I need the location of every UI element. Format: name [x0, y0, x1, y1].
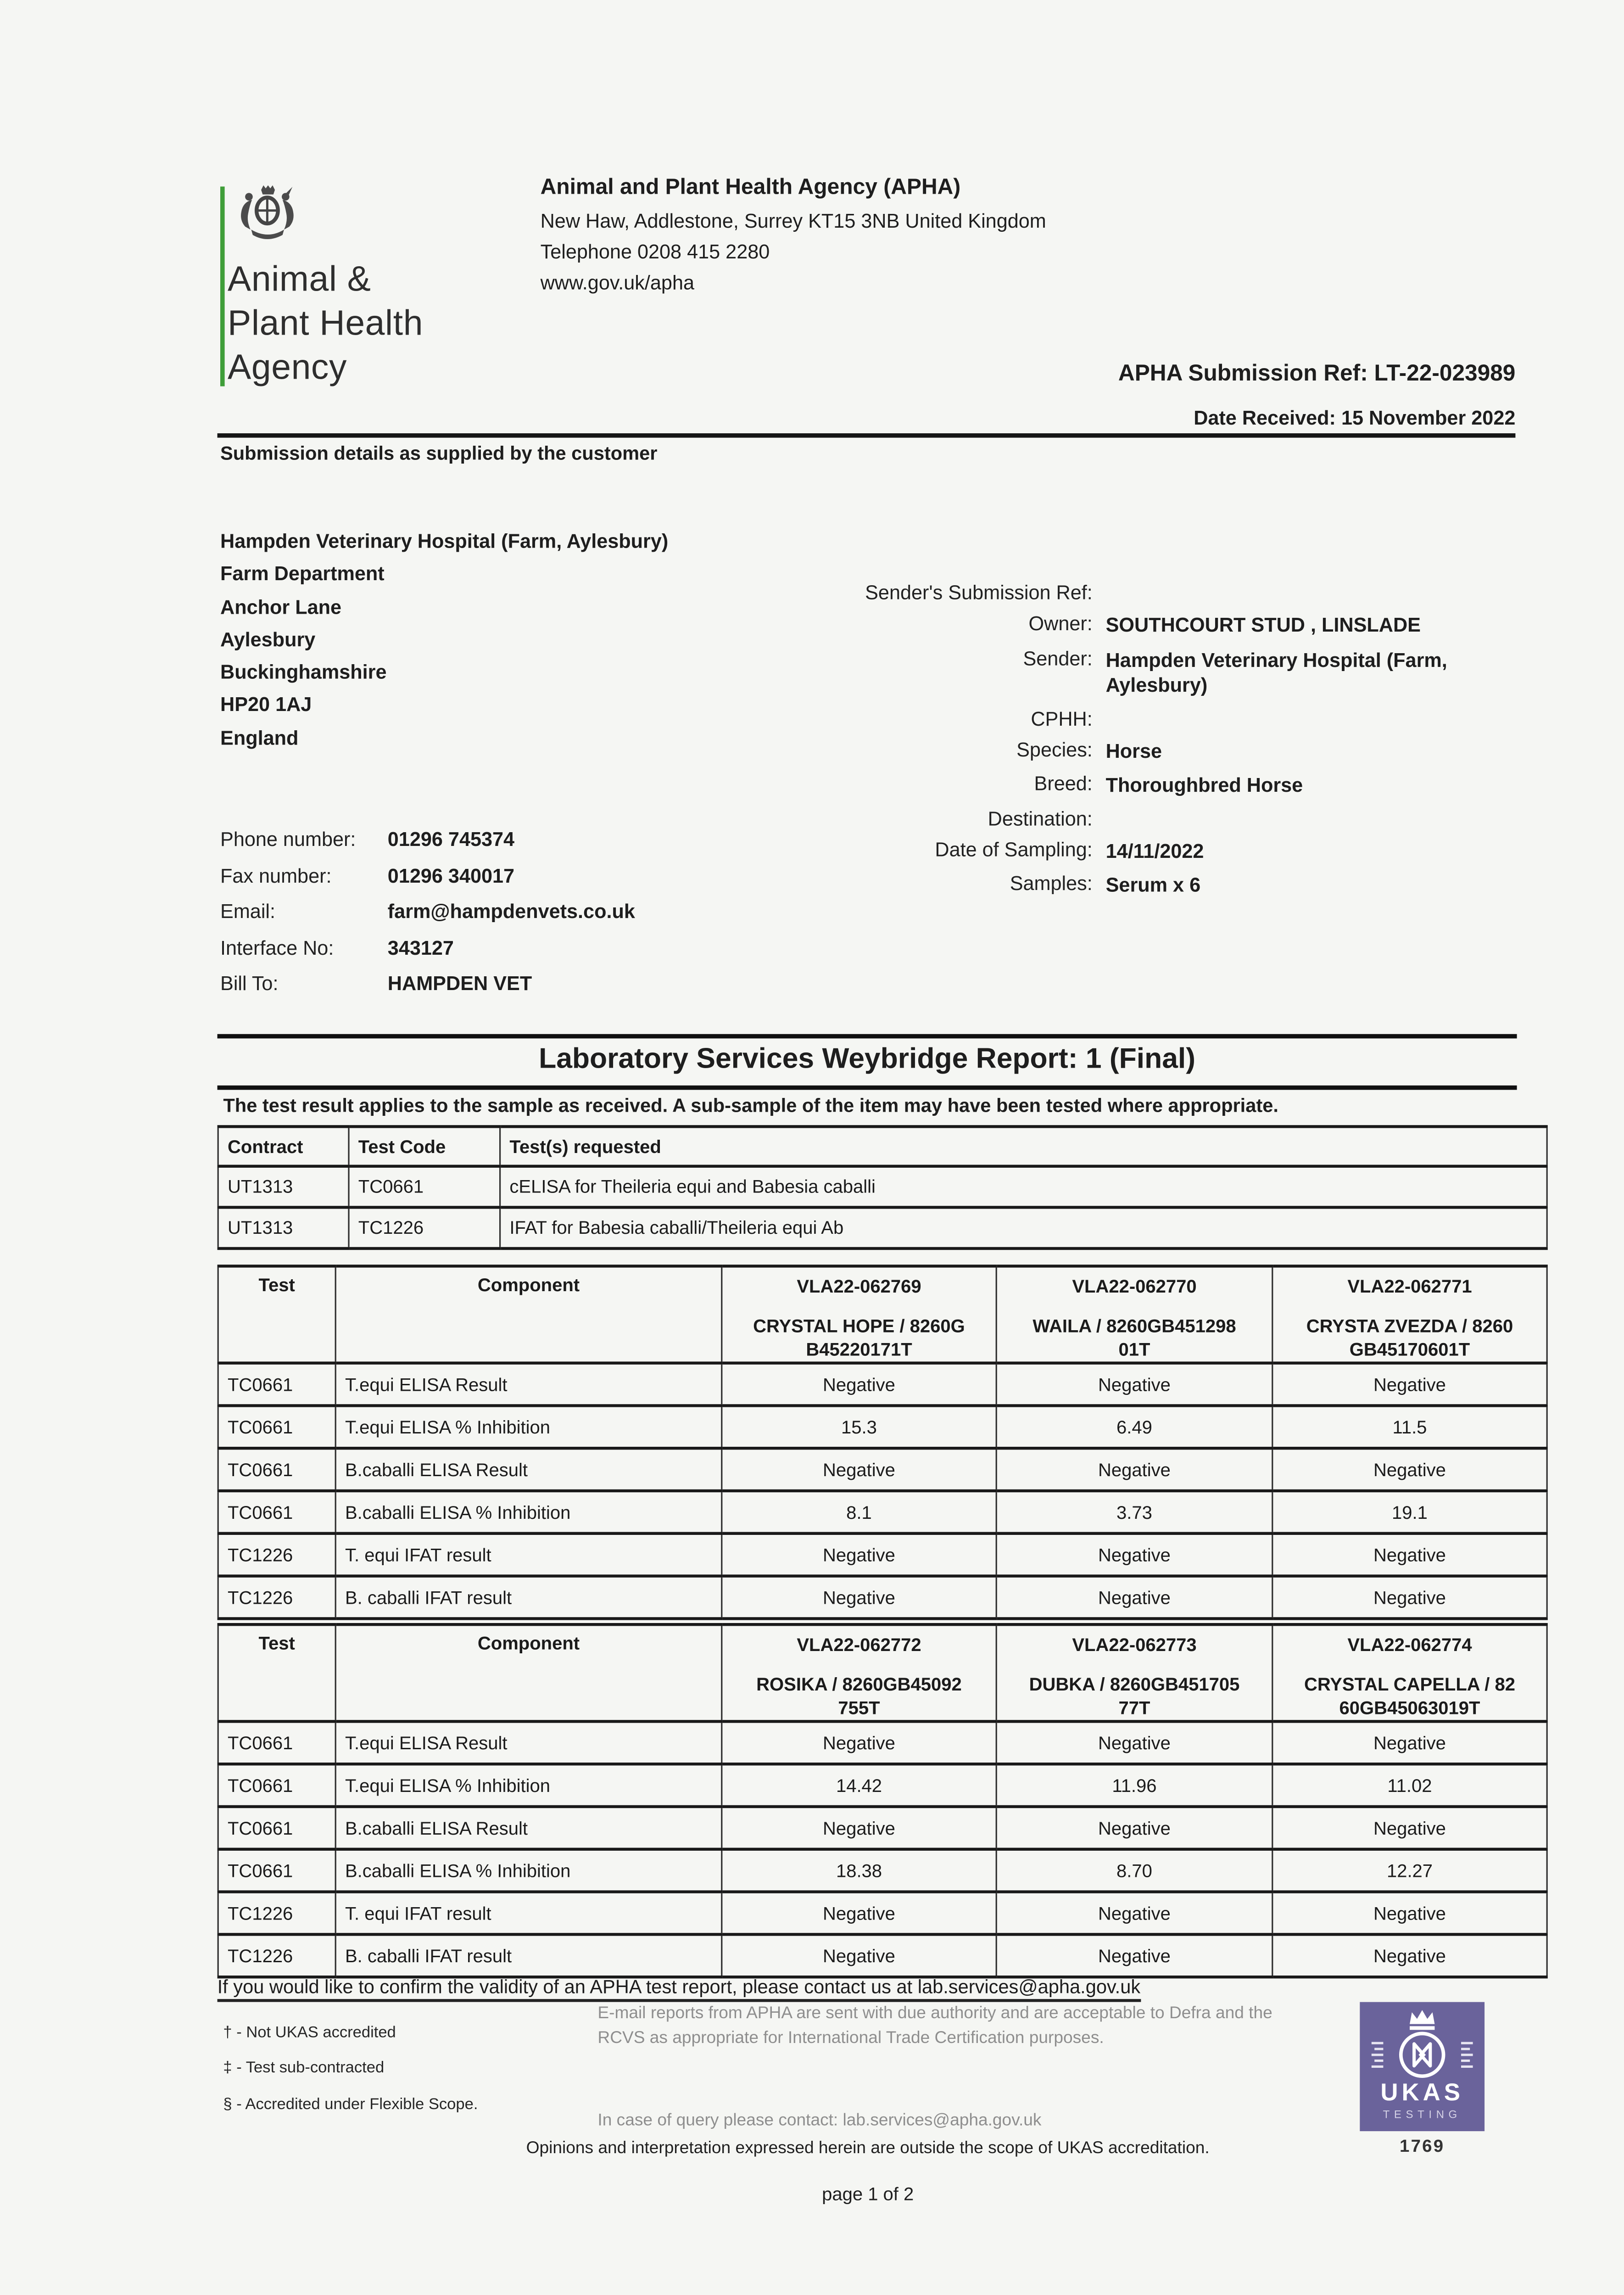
results-row — [218, 1405, 1547, 1448]
results-table-grid — [218, 1265, 1548, 1620]
contact-fields — [220, 828, 635, 1008]
contact-label: Email: — [220, 900, 276, 923]
sample-name — [731, 1316, 987, 1361]
results-row — [218, 1849, 1547, 1892]
results-cell: T. equi IFAT result — [335, 1892, 722, 1935]
sample-name-line: CRYSTA ZVEZDA / 8260 — [1306, 1316, 1513, 1337]
contract-cell: TC0661 — [349, 1166, 500, 1208]
submission-ref: APHA Submission Ref: LT-22-023989 — [1118, 361, 1516, 386]
results-cell: T.equi ELISA % Inhibition — [335, 1764, 722, 1807]
field-row — [810, 612, 1527, 638]
results-cell: B.caballi ELISA Result — [335, 1448, 722, 1491]
results-cell: Negative — [1272, 1448, 1547, 1491]
sample-name-line: WAILA / 8260GB451298 — [1032, 1316, 1236, 1337]
contract-row — [218, 1207, 1547, 1248]
results-cell: Negative — [1272, 1934, 1547, 1977]
field-label: Sender: — [1023, 647, 1093, 669]
results-cell: 8.70 — [996, 1849, 1272, 1892]
results-row — [218, 1892, 1547, 1935]
email-note: E-mail reports from APHA are sent with due authority and are acceptable to Defra and the RCVS as appropriate for International Trade Certification purposes. — [597, 2003, 1272, 2048]
sample-header-cell — [722, 1266, 996, 1363]
results-cell: TC0661 — [218, 1807, 335, 1849]
field-row — [810, 838, 1527, 864]
ukas-logo — [1360, 2002, 1484, 2132]
sample-name-line: CRYSTAL HOPE / 8260G — [753, 1316, 965, 1337]
contact-row — [220, 901, 635, 929]
field-value: SOUTHCOURT STUD , LINSLADE — [1105, 614, 1421, 636]
field-value: Hampden Veterinary Hospital (Farm, Aylesbury) — [1105, 648, 1447, 696]
contract-header-row — [218, 1126, 1547, 1166]
results-cell: TC0661 — [218, 1721, 335, 1764]
results-cell: Negative — [722, 1576, 996, 1619]
results-cell: Negative — [996, 1807, 1272, 1849]
field-row — [810, 873, 1527, 898]
results-cell: Negative — [996, 1448, 1272, 1491]
results-cell: TC0661 — [218, 1849, 335, 1892]
contact-row — [220, 828, 635, 856]
field-row — [810, 707, 1527, 729]
results-cell: 3.73 — [996, 1491, 1272, 1534]
results-row — [218, 1576, 1547, 1619]
logo-line-1: Animal & — [228, 260, 371, 300]
results-row — [218, 1363, 1547, 1406]
validity-note-text: If you would like to confirm the validity of an APHA test report, please contact us at lab.services@apha.gov.uk — [218, 1976, 1141, 2002]
results-cell: Negative — [722, 1363, 996, 1406]
results-cell: Negative — [1272, 1576, 1547, 1619]
results-row — [218, 1807, 1547, 1849]
ukas-acronym: UKAS — [1380, 2079, 1464, 2106]
address-line: Anchor Lane — [220, 595, 342, 618]
address-line: Buckinghamshire — [220, 661, 387, 683]
component-header-cell: Component — [335, 1266, 722, 1363]
address-line: England — [220, 727, 299, 749]
results-row — [218, 1764, 1547, 1807]
sample-name-line: 01T — [1118, 1338, 1150, 1360]
results-cell: Negative — [996, 1363, 1272, 1406]
sample-name-line: B45220171T — [806, 1338, 912, 1360]
field-value — [1106, 807, 1511, 829]
results-cell: TC1226 — [218, 1576, 335, 1619]
ukas-number: 1769 — [1400, 2135, 1445, 2156]
results-table-grid — [218, 1623, 1548, 1978]
results-cell: Negative — [1272, 1807, 1547, 1849]
query-note: In case of query please contact: lab.services@apha.gov.uk — [597, 2110, 1042, 2130]
results-cell: 12.27 — [1272, 1849, 1547, 1892]
field-label: Breed: — [1034, 772, 1093, 795]
field-value: Horse — [1105, 739, 1162, 762]
sample-name — [731, 1674, 987, 1720]
field-value — [1106, 707, 1511, 729]
sample-name-line: DUBKA / 8260GB451705 — [1029, 1674, 1240, 1695]
results-cell: B.caballi ELISA % Inhibition — [335, 1849, 722, 1892]
results-cell: Negative — [996, 1892, 1272, 1935]
sample-name — [1282, 1674, 1538, 1720]
results-cell: TC1226 — [218, 1934, 335, 1977]
results-cell: Negative — [996, 1534, 1272, 1576]
sample-name-line: 77T — [1118, 1697, 1150, 1718]
brand-green-bar — [220, 186, 225, 386]
logo-line-3: Agency — [228, 348, 347, 388]
results-cell: Negative — [1272, 1721, 1547, 1764]
field-value: Thoroughbred Horse — [1105, 774, 1303, 796]
results-cell: B. caballi IFAT result — [335, 1576, 722, 1619]
royal-crest-icon — [229, 184, 305, 251]
sample-header-cell — [1272, 1624, 1547, 1721]
field-row — [810, 738, 1527, 764]
field-label: Destination: — [988, 807, 1093, 829]
title-rule-top — [218, 1034, 1517, 1039]
results-cell: 19.1 — [1272, 1491, 1547, 1534]
field-row — [810, 647, 1527, 699]
sample-header-cell — [996, 1624, 1272, 1721]
results-cell: Negative — [722, 1892, 996, 1935]
contract-table-grid — [218, 1125, 1548, 1250]
validity-note — [218, 1976, 1141, 1998]
agency-address: New Haw, Addlestone, Surrey KT15 3NB United Kingdom — [540, 210, 1046, 232]
opinions-note: Opinions and interpretation expressed herein are outside the scope of UKAS accreditation. — [526, 2138, 1210, 2158]
ukas-category: TESTING — [1383, 2108, 1462, 2121]
results-cell: Negative — [722, 1807, 996, 1849]
results-cell: Negative — [722, 1448, 996, 1491]
agency-website: www.gov.uk/apha — [540, 272, 694, 294]
field-label: Sender's Submission Ref: — [865, 582, 1093, 604]
sample-id: VLA22-062772 — [797, 1634, 921, 1656]
results-cell: 11.02 — [1272, 1764, 1547, 1807]
sample-name-line: 755T — [838, 1697, 880, 1718]
results-cell: 15.3 — [722, 1405, 996, 1448]
sample-name-line: CRYSTAL CAPELLA / 82 — [1304, 1674, 1516, 1695]
footnote: ‡ - Test sub-contracted — [223, 2060, 385, 2077]
results-cell: Negative — [1272, 1534, 1547, 1576]
date-received: Date Received: 15 November 2022 — [1194, 407, 1516, 429]
sample-id: VLA22-062770 — [1072, 1276, 1197, 1297]
address-line: Farm Department — [220, 563, 385, 585]
sample-name-line: GB45170601T — [1349, 1338, 1470, 1360]
contract-table — [218, 1125, 1548, 1250]
results-cell: T.equi ELISA Result — [335, 1363, 722, 1406]
field-row — [810, 772, 1527, 798]
sample-header-cell — [722, 1624, 996, 1721]
results-cell: 8.1 — [722, 1491, 996, 1534]
results-cell: Negative — [722, 1534, 996, 1576]
results-cell: T. equi IFAT result — [335, 1534, 722, 1576]
component-header-cell: Component — [335, 1624, 722, 1721]
results-cell: Negative — [722, 1934, 996, 1977]
results-cell: T.equi ELISA % Inhibition — [335, 1405, 722, 1448]
contract-cell: IFAT for Babesia caballi/Theileria equi Ab — [500, 1207, 1547, 1248]
contract-cell: UT1313 — [218, 1207, 349, 1248]
report-title: Laboratory Services Weybridge Report: 1 (Final) — [539, 1043, 1196, 1075]
sample-name-line: 60GB45063019T — [1339, 1697, 1480, 1718]
contact-label: Fax number: — [220, 864, 332, 887]
field-label: Owner: — [1028, 612, 1093, 635]
field-value: Serum x 6 — [1105, 874, 1201, 896]
agency-telephone: Telephone 0208 415 2280 — [540, 241, 770, 263]
results-cell: TC0661 — [218, 1448, 335, 1491]
title-rule-bottom — [218, 1086, 1517, 1090]
sample-id: VLA22-062769 — [797, 1276, 921, 1297]
sample-header-cell — [1272, 1266, 1547, 1363]
contact-label: Bill To: — [220, 972, 279, 995]
contact-value: 343127 — [387, 936, 454, 958]
results-row — [218, 1721, 1547, 1764]
contact-row — [220, 936, 635, 964]
sample-id: VLA22-062771 — [1347, 1276, 1472, 1297]
results-cell: B. caballi IFAT result — [335, 1934, 722, 1977]
results-cell: TC0661 — [218, 1405, 335, 1448]
sample-id: VLA22-062773 — [1072, 1634, 1197, 1656]
results-table-1 — [218, 1265, 1548, 1620]
contract-cell: cELISA for Theileria equi and Babesia caballi — [500, 1166, 1547, 1208]
contact-label: Phone number: — [220, 828, 356, 851]
contact-value: farm@hampdenvets.co.uk — [387, 900, 635, 923]
footnote: † - Not UKAS accredited — [223, 2024, 396, 2042]
results-cell: 11.5 — [1272, 1405, 1547, 1448]
results-cell: TC1226 — [218, 1534, 335, 1576]
results-cell: B.caballi ELISA % Inhibition — [335, 1491, 722, 1534]
contact-row — [220, 972, 635, 1000]
submission-fields — [810, 582, 1527, 907]
results-cell: TC0661 — [218, 1491, 335, 1534]
field-label: CPHH: — [1031, 707, 1093, 729]
test-header-cell: Test — [218, 1624, 335, 1721]
contract-cell: UT1313 — [218, 1166, 349, 1208]
field-label: Species: — [1016, 738, 1093, 760]
footnotes — [223, 2015, 478, 2122]
sample-name — [1006, 1316, 1263, 1361]
field-row — [810, 807, 1527, 829]
contact-value: 01296 340017 — [387, 864, 515, 887]
results-cell: Negative — [996, 1934, 1272, 1977]
results-cell: B.caballi ELISA Result — [335, 1807, 722, 1849]
results-cell: 14.42 — [722, 1764, 996, 1807]
results-cell: 11.96 — [996, 1764, 1272, 1807]
results-header-row — [218, 1266, 1547, 1363]
address-line: HP20 1AJ — [220, 694, 312, 716]
results-cell: Negative — [996, 1721, 1272, 1764]
sample-name — [1282, 1316, 1538, 1361]
page-number: page 1 of 2 — [822, 2184, 914, 2205]
contact-value: HAMPDEN VET — [387, 972, 532, 995]
results-cell: 18.38 — [722, 1849, 996, 1892]
contract-header-cell: Contract — [218, 1126, 349, 1166]
field-label: Date of Sampling: — [935, 838, 1093, 860]
test-header-cell: Test — [218, 1266, 335, 1363]
results-cell: TC1226 — [218, 1892, 335, 1935]
results-header-row — [218, 1624, 1547, 1721]
sample-name — [1006, 1674, 1263, 1720]
field-label: Samples: — [1010, 872, 1093, 895]
sample-header-cell — [996, 1266, 1272, 1363]
field-value — [1106, 582, 1511, 604]
section-title: Submission details as supplied by the customer — [220, 442, 658, 465]
results-cell: Negative — [1272, 1892, 1547, 1935]
sample-name-line: ROSIKA / 8260GB45092 — [756, 1674, 962, 1695]
results-cell: Negative — [722, 1721, 996, 1764]
results-row — [218, 1934, 1547, 1977]
results-row — [218, 1491, 1547, 1534]
contract-row — [218, 1166, 1547, 1208]
field-value: 14/11/2022 — [1105, 839, 1204, 862]
logo-wordmark — [228, 258, 423, 391]
contact-value: 01296 745374 — [387, 828, 515, 851]
results-cell: TC0661 — [218, 1764, 335, 1807]
field-row — [810, 582, 1527, 604]
results-cell: Negative — [996, 1576, 1272, 1619]
contract-header-cell: Test(s) requested — [500, 1126, 1547, 1166]
results-cell: T.equi ELISA Result — [335, 1721, 722, 1764]
results-cell: Negative — [1272, 1363, 1547, 1406]
results-table-2 — [218, 1623, 1548, 1978]
contract-header-cell: Test Code — [349, 1126, 500, 1166]
contract-cell: TC1226 — [349, 1207, 500, 1248]
customer-address — [220, 526, 668, 755]
results-cell: 6.49 — [996, 1405, 1272, 1448]
report-note: The test result applies to the sample as received. A sub-sample of the item may have been tested where appropriate. — [223, 1094, 1278, 1116]
address-line: Aylesbury — [220, 628, 316, 651]
agency-title: Animal and Plant Health Agency (APHA) — [540, 174, 961, 200]
contact-row — [220, 864, 635, 892]
footnote: § - Accredited under Flexible Scope. — [223, 2095, 478, 2113]
sample-id: VLA22-062774 — [1347, 1634, 1472, 1656]
header-rule — [218, 433, 1516, 438]
contact-label: Interface No: — [220, 936, 334, 958]
results-cell: TC0661 — [218, 1363, 335, 1406]
logo-line-2: Plant Health — [228, 304, 424, 344]
results-row — [218, 1534, 1547, 1576]
address-line: Hampden Veterinary Hospital (Farm, Aylesbury) — [220, 530, 669, 553]
results-row — [218, 1448, 1547, 1491]
